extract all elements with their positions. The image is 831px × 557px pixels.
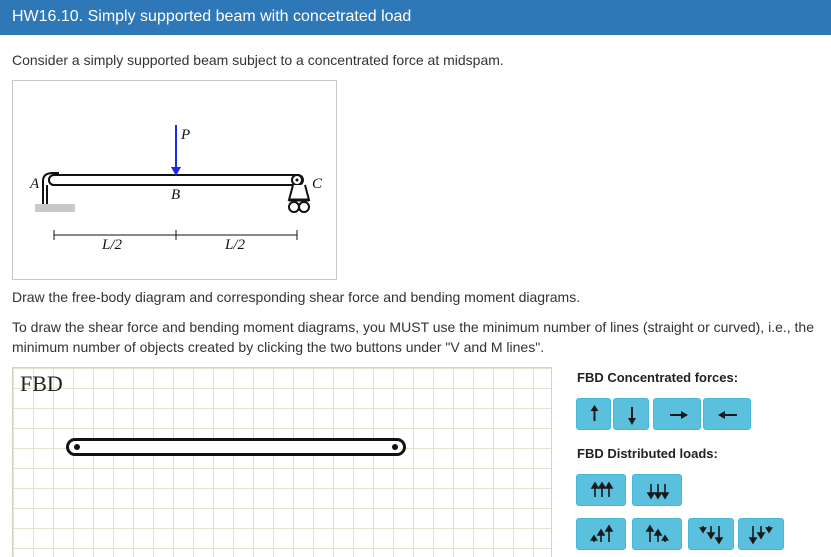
uniform-load-down-icon — [633, 475, 683, 507]
triangular-load-up-decreasing-icon — [633, 519, 683, 551]
add-triangular-load-down-increasing-button[interactable] — [688, 518, 734, 550]
beam — [49, 175, 303, 185]
add-force-right-button[interactable] — [653, 398, 701, 430]
roller-wheel-right — [299, 202, 309, 212]
label-p: P — [181, 127, 191, 143]
arrow-down-icon — [614, 399, 650, 431]
fbd-drawing-canvas[interactable] — [12, 367, 552, 557]
roller-support — [289, 185, 309, 200]
add-triangular-load-up-decreasing-button[interactable] — [632, 518, 682, 550]
label-c: C — [312, 176, 323, 192]
beam-diagram — [13, 81, 338, 281]
add-force-up-button[interactable] — [576, 398, 611, 430]
arrow-left-icon — [704, 399, 752, 431]
triangular-load-down-decreasing-icon — [739, 519, 785, 551]
add-uniform-load-down-button[interactable] — [632, 474, 682, 506]
uniform-load-up-icon — [577, 475, 627, 507]
roller-wheel-left — [289, 202, 299, 212]
add-force-left-button[interactable] — [703, 398, 751, 430]
dim-left-label: L/2 — [102, 237, 123, 253]
concentrated-forces-title: FBD Concentrated forces: — [577, 370, 739, 385]
triangular-load-up-increasing-icon — [577, 519, 627, 551]
arrow-right-icon — [654, 399, 702, 431]
add-force-down-button[interactable] — [613, 398, 649, 430]
arrow-up-icon — [577, 399, 612, 431]
triangular-load-down-increasing-icon — [689, 519, 735, 551]
fbd-beam-object[interactable] — [66, 438, 406, 456]
beam-end-pin-right — [392, 444, 398, 450]
add-triangular-load-up-increasing-button[interactable] — [576, 518, 626, 550]
add-triangular-load-down-decreasing-button[interactable] — [738, 518, 784, 550]
dim-right-label: L/2 — [225, 237, 246, 253]
label-a: A — [30, 176, 40, 192]
canvas-label: FBD — [20, 371, 63, 396]
page-header — [0, 0, 831, 35]
beam-figure — [12, 80, 337, 280]
label-b: B — [171, 187, 181, 203]
instruction-lines: To draw the shear force and bending moment diagrams, you MUST use the minimum number of lines (straight or curved), i.e., the minimum number of objects created by clicking the two buttons under "V and M lines". — [12, 319, 814, 355]
distributed-loads-title: FBD Distributed loads: — [577, 446, 718, 461]
instruction-fbd: Draw the free-body diagram and corresponding shear force and bending moment diagrams. — [12, 289, 581, 305]
page-title: HW16.10. Simply supported beam with concetrated load — [12, 8, 412, 25]
beam-end-pin-left — [74, 444, 80, 450]
add-uniform-load-up-button[interactable] — [576, 474, 626, 506]
ground-hatch — [35, 204, 75, 212]
problem-intro: Consider a simply supported beam subject to a concentrated force at midspam. — [12, 52, 504, 68]
